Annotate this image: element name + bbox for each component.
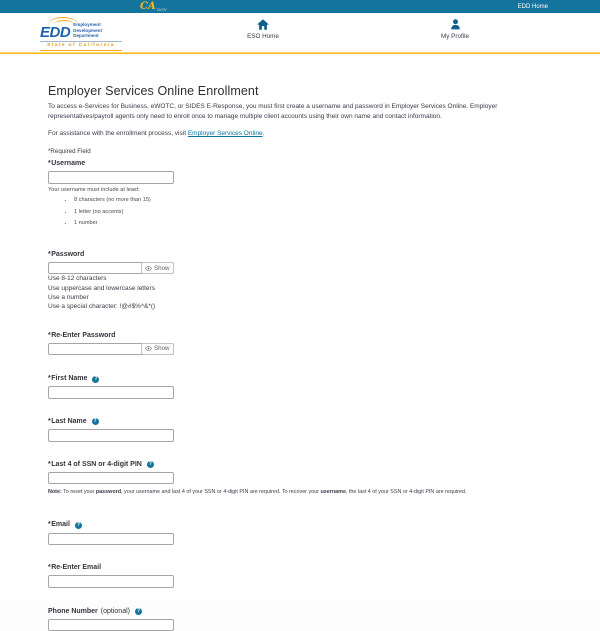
ssn-pin-field-group xyxy=(48,461,552,497)
last-name-label: * Last Name ? xyxy=(48,417,97,425)
person-icon xyxy=(450,19,461,30)
help-icon[interactable]: ? xyxy=(148,460,152,467)
email-label: * Email ? xyxy=(48,521,80,529)
username-input[interactable] xyxy=(48,171,174,184)
page-title: Employer Services Online Enrollment xyxy=(48,84,259,99)
assistance-line: For assistance with the enrollment process, visit Employer Services Online. xyxy=(48,129,265,137)
email-input[interactable] xyxy=(48,533,174,546)
enrollment-form xyxy=(0,54,600,615)
ssn-pin-input[interactable] xyxy=(48,472,174,485)
first-name-field-group xyxy=(48,375,552,399)
employer-services-online-link[interactable]: Employer Services Online xyxy=(187,129,263,137)
required-asterisk: * xyxy=(48,160,51,168)
password-field-group xyxy=(48,251,552,312)
username-requirement-item: • 1 number xyxy=(74,220,552,227)
password-requirements-list xyxy=(48,275,552,311)
last-name-field-group xyxy=(48,418,552,442)
utility-bar xyxy=(0,0,600,13)
reenter-email-field-group xyxy=(48,564,552,588)
username-requirements-list xyxy=(74,197,552,226)
required-field-note: *Required Field xyxy=(48,148,91,156)
intro-paragraph: To access e-Services for Business, eWOTC, or SIDES E-Response, you must first create a username and password in Employer Services Online. Employer representatives/payroll agents only need to enroll once to manage multiple client accounts using their own name and contact information. xyxy=(48,103,498,121)
required-asterisk: * xyxy=(48,521,51,529)
username-requirement-item: • 8 characters (no more than 15) xyxy=(74,197,552,204)
home-icon xyxy=(257,19,269,30)
eye-icon xyxy=(145,346,152,351)
ssn-pin-label: * Last 4 of SSN or 4-digit PIN ? xyxy=(48,460,152,468)
edd-home-link[interactable]: EDD Home xyxy=(517,3,548,10)
required-asterisk: * xyxy=(48,250,51,258)
help-icon[interactable]: ? xyxy=(76,521,80,528)
phone-field-group xyxy=(48,608,552,631)
password-requirement-item: Use a special character: !@#$%^&*() xyxy=(48,303,156,311)
required-asterisk: * xyxy=(48,331,51,339)
edd-logo-state-text: State of California xyxy=(40,41,122,51)
note-segment: , your username and last 4 of your SSN or 4-digit PIN are required. To recover your xyxy=(121,488,321,495)
ca-gov-logo[interactable] xyxy=(140,2,167,12)
required-asterisk: * xyxy=(48,375,51,383)
note-segment: , the last 4 of your SSN or 4-digit PIN are required. xyxy=(345,488,467,495)
note-segment: Note: xyxy=(48,488,62,495)
required-asterisk: * xyxy=(48,564,51,571)
edd-logo-acronym: EDD xyxy=(40,23,71,41)
password-requirement-item: Use a number xyxy=(48,293,89,301)
show-reenter-password-button[interactable]: Show xyxy=(141,343,173,355)
last-name-input[interactable] xyxy=(48,429,174,442)
reenter-email-input[interactable] xyxy=(48,575,174,588)
help-icon[interactable]: ? xyxy=(94,375,98,382)
note-segment: To reset your xyxy=(61,488,96,495)
required-asterisk: * xyxy=(48,417,51,425)
first-name-label: * First Name ? xyxy=(48,375,98,383)
edd-logo-department-lines: Employment Development Department xyxy=(73,22,103,38)
nav-my-profile[interactable] xyxy=(420,19,490,40)
first-name-input[interactable] xyxy=(48,386,174,399)
ca-gov-logo-suffix: GOV xyxy=(156,6,167,12)
show-password-button[interactable]: Show xyxy=(141,262,173,274)
ssn-pin-note xyxy=(48,489,552,497)
password-requirement-item: Use uppercase and lowercase letters xyxy=(48,284,155,292)
ca-gov-logo-text: CA xyxy=(140,0,156,12)
username-hint-title: Your username must include at least: xyxy=(48,187,140,194)
phone-optional-suffix: (optional) xyxy=(100,607,130,615)
help-icon[interactable]: ? xyxy=(136,608,141,615)
password-label: * Password xyxy=(48,250,85,258)
email-field-group xyxy=(48,521,552,545)
required-asterisk: * xyxy=(48,460,51,468)
username-label: * Username xyxy=(48,160,86,168)
eye-icon xyxy=(145,266,152,271)
phone-label: Phone Number (optional) ? xyxy=(48,607,141,615)
help-icon[interactable]: ? xyxy=(93,418,97,425)
site-header xyxy=(0,13,600,52)
note-segment: password xyxy=(95,488,122,495)
username-requirement-item: • 1 letter (no accents) xyxy=(74,209,552,216)
reenter-password-label: * Re-Enter Password xyxy=(48,331,116,339)
username-field-group xyxy=(48,160,552,226)
password-requirement-item: Use 8-12 characters xyxy=(48,275,107,283)
reenter-password-field-group xyxy=(48,332,552,356)
reenter-email-label: * Re-Enter Email xyxy=(48,564,102,571)
edd-logo[interactable] xyxy=(40,16,122,51)
phone-input[interactable] xyxy=(48,619,174,631)
nav-eso-home-label: ESO Home xyxy=(247,33,279,40)
note-segment: username xyxy=(320,488,346,495)
nav-my-profile-label: My Profile xyxy=(441,33,469,40)
nav-eso-home[interactable] xyxy=(228,19,298,40)
